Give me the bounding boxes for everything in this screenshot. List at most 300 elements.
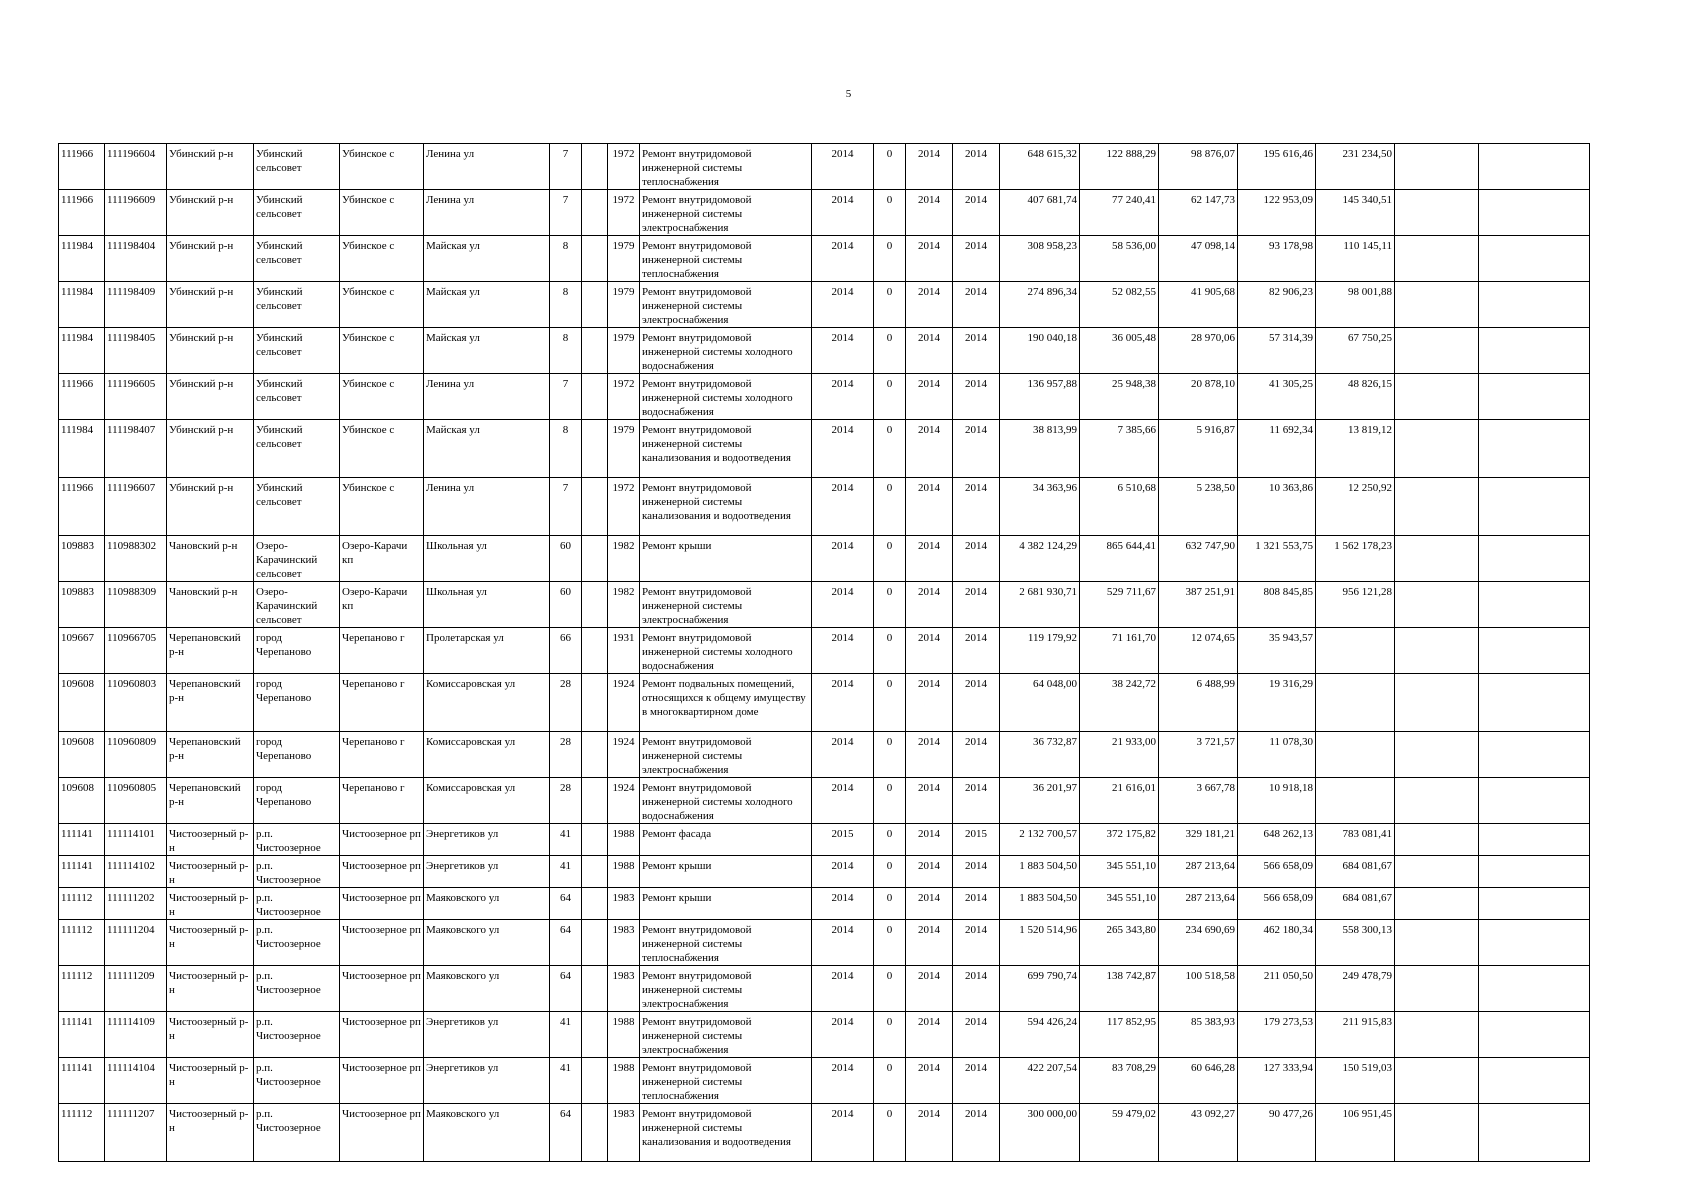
cell-district: Черепановский р-н (167, 674, 254, 732)
cell-region-share: 41 905,68 (1159, 282, 1238, 328)
cell-house-number: 8 (550, 420, 582, 478)
cell-zero-flag: 0 (874, 628, 906, 674)
cell-work-type: Ремонт внутридомовой инженерной системы холодного водоснабжения (640, 374, 812, 420)
cell-house-number: 64 (550, 966, 582, 1012)
cell-object-id: 111141 (59, 1012, 105, 1058)
cell-end-year: 2014 (953, 628, 1000, 674)
cell-object-id: 109883 (59, 536, 105, 582)
cell-district: Чистоозерный р-н (167, 1012, 254, 1058)
cell-element-id: 110960809 (105, 732, 167, 778)
cell-locality: Черепаново г (340, 778, 424, 824)
cell-street: Энергетиков ул (424, 856, 550, 888)
cell-zero-flag: 0 (874, 282, 906, 328)
cell-object-id: 111112 (59, 888, 105, 920)
cell-district: Чистоозерный р-н (167, 966, 254, 1012)
cell-object-id: 111141 (59, 1058, 105, 1104)
cell-settlement: город Черепаново (254, 732, 340, 778)
cell-object-id: 111984 (59, 236, 105, 282)
cell-municipal-share: 566 658,09 (1238, 856, 1316, 888)
cell-owners-share (1316, 732, 1395, 778)
cell-fund-share: 59 479,02 (1080, 1104, 1159, 1162)
cell-object-id: 111984 (59, 420, 105, 478)
cell-element-id: 111198404 (105, 236, 167, 282)
cell-region-share: 3 721,57 (1159, 732, 1238, 778)
cell-house-number: 28 (550, 674, 582, 732)
cell-start-year: 2014 (906, 856, 953, 888)
cell-work-type: Ремонт крыши (640, 888, 812, 920)
cell-work-type: Ремонт внутридомовой инженерной системы электроснабжения (640, 582, 812, 628)
cell-total-cost: 1 883 504,50 (1000, 856, 1080, 888)
cell-street: Школьная ул (424, 582, 550, 628)
cell-municipal-share: 122 953,09 (1238, 190, 1316, 236)
cell-street: Ленина ул (424, 190, 550, 236)
cell-house-number: 41 (550, 1012, 582, 1058)
cell-plan-year: 2014 (812, 732, 874, 778)
cell-district: Убинский р-н (167, 420, 254, 478)
cell-plan-year: 2014 (812, 888, 874, 920)
cell-building (582, 966, 608, 1012)
cell-extra-2 (1479, 1104, 1590, 1162)
cell-region-share: 60 646,28 (1159, 1058, 1238, 1104)
cell-year-built: 1982 (608, 536, 640, 582)
cell-zero-flag: 0 (874, 920, 906, 966)
cell-zero-flag: 0 (874, 966, 906, 1012)
cell-building (582, 888, 608, 920)
cell-end-year: 2014 (953, 1104, 1000, 1162)
cell-region-share: 98 876,07 (1159, 144, 1238, 190)
cell-extra-1 (1395, 920, 1479, 966)
cell-fund-share: 7 385,66 (1080, 420, 1159, 478)
cell-zero-flag: 0 (874, 778, 906, 824)
cell-district: Чистоозерный р-н (167, 920, 254, 966)
table-row (59, 888, 1590, 920)
cell-locality: Чистоозерное рп (340, 1104, 424, 1162)
cell-region-share: 632 747,90 (1159, 536, 1238, 582)
cell-start-year: 2014 (906, 582, 953, 628)
cell-year-built: 1979 (608, 420, 640, 478)
cell-house-number: 41 (550, 1058, 582, 1104)
cell-house-number: 28 (550, 732, 582, 778)
cell-element-id: 111111207 (105, 1104, 167, 1162)
cell-element-id: 111114104 (105, 1058, 167, 1104)
cell-start-year: 2014 (906, 920, 953, 966)
cell-start-year: 2014 (906, 778, 953, 824)
cell-settlement: город Черепаново (254, 674, 340, 732)
cell-end-year: 2014 (953, 478, 1000, 536)
cell-extra-2 (1479, 732, 1590, 778)
cell-zero-flag: 0 (874, 1058, 906, 1104)
cell-building (582, 920, 608, 966)
cell-municipal-share: 127 333,94 (1238, 1058, 1316, 1104)
cell-object-id: 111966 (59, 144, 105, 190)
table-row (59, 628, 1590, 674)
cell-municipal-share: 11 078,30 (1238, 732, 1316, 778)
cell-house-number: 66 (550, 628, 582, 674)
cell-total-cost: 36 201,97 (1000, 778, 1080, 824)
cell-extra-2 (1479, 888, 1590, 920)
cell-extra-2 (1479, 328, 1590, 374)
cell-extra-1 (1395, 1058, 1479, 1104)
cell-total-cost: 422 207,54 (1000, 1058, 1080, 1104)
cell-work-type: Ремонт внутридомовой инженерной системы теплоснабжения (640, 920, 812, 966)
table-row (59, 478, 1590, 536)
cell-extra-1 (1395, 778, 1479, 824)
cell-fund-share: 345 551,10 (1080, 856, 1159, 888)
cell-end-year: 2014 (953, 582, 1000, 628)
cell-district: Черепановский р-н (167, 778, 254, 824)
cell-end-year: 2014 (953, 536, 1000, 582)
cell-start-year: 2014 (906, 1058, 953, 1104)
cell-house-number: 8 (550, 328, 582, 374)
cell-municipal-share: 10 918,18 (1238, 778, 1316, 824)
cell-object-id: 109667 (59, 628, 105, 674)
cell-owners-share (1316, 628, 1395, 674)
cell-total-cost: 2 132 700,57 (1000, 824, 1080, 856)
cell-settlement: Озеро-Карачинский сельсовет (254, 582, 340, 628)
cell-locality: Убинское с (340, 328, 424, 374)
cell-extra-2 (1479, 824, 1590, 856)
cell-object-id: 109608 (59, 674, 105, 732)
cell-element-id: 111111204 (105, 920, 167, 966)
cell-work-type: Ремонт внутридомовой инженерной системы холодного водоснабжения (640, 328, 812, 374)
cell-district: Убинский р-н (167, 190, 254, 236)
cell-zero-flag: 0 (874, 824, 906, 856)
cell-owners-share: 67 750,25 (1316, 328, 1395, 374)
cell-plan-year: 2014 (812, 966, 874, 1012)
cell-object-id: 111966 (59, 190, 105, 236)
cell-building (582, 478, 608, 536)
cell-zero-flag: 0 (874, 236, 906, 282)
cell-object-id: 111984 (59, 328, 105, 374)
cell-fund-share: 529 711,67 (1080, 582, 1159, 628)
cell-region-share: 47 098,14 (1159, 236, 1238, 282)
cell-extra-1 (1395, 582, 1479, 628)
cell-building (582, 328, 608, 374)
cell-end-year: 2014 (953, 674, 1000, 732)
cell-owners-share: 956 121,28 (1316, 582, 1395, 628)
cell-street: Ленина ул (424, 478, 550, 536)
cell-fund-share: 345 551,10 (1080, 888, 1159, 920)
cell-end-year: 2014 (953, 856, 1000, 888)
cell-element-id: 110988309 (105, 582, 167, 628)
table-row (59, 282, 1590, 328)
cell-locality: Озеро-Карачи кп (340, 536, 424, 582)
cell-house-number: 8 (550, 282, 582, 328)
table-row (59, 1012, 1590, 1058)
cell-settlement: город Черепаново (254, 778, 340, 824)
cell-year-built: 1983 (608, 966, 640, 1012)
cell-district: Чистоозерный р-н (167, 888, 254, 920)
cell-zero-flag: 0 (874, 190, 906, 236)
cell-end-year: 2014 (953, 1058, 1000, 1104)
cell-extra-1 (1395, 478, 1479, 536)
cell-end-year: 2014 (953, 420, 1000, 478)
cell-total-cost: 64 048,00 (1000, 674, 1080, 732)
cell-work-type: Ремонт внутридомовой инженерной системы теплоснабжения (640, 1058, 812, 1104)
cell-plan-year: 2014 (812, 582, 874, 628)
cell-start-year: 2014 (906, 966, 953, 1012)
cell-end-year: 2014 (953, 190, 1000, 236)
cell-start-year: 2014 (906, 1104, 953, 1162)
table-row (59, 1104, 1590, 1162)
table-row (59, 966, 1590, 1012)
cell-zero-flag: 0 (874, 420, 906, 478)
cell-owners-share: 13 819,12 (1316, 420, 1395, 478)
cell-settlement: р.п. Чистоозерное (254, 1058, 340, 1104)
cell-fund-share: 58 536,00 (1080, 236, 1159, 282)
cell-street: Майская ул (424, 420, 550, 478)
cell-extra-2 (1479, 374, 1590, 420)
cell-region-share: 43 092,27 (1159, 1104, 1238, 1162)
cell-municipal-share: 195 616,46 (1238, 144, 1316, 190)
cell-building (582, 1058, 608, 1104)
cell-settlement: Убинский сельсовет (254, 328, 340, 374)
cell-street: Майская ул (424, 328, 550, 374)
cell-plan-year: 2014 (812, 282, 874, 328)
cell-locality: Убинское с (340, 144, 424, 190)
cell-building (582, 732, 608, 778)
cell-zero-flag: 0 (874, 1104, 906, 1162)
cell-street: Ленина ул (424, 144, 550, 190)
cell-owners-share: 110 145,11 (1316, 236, 1395, 282)
cell-start-year: 2014 (906, 328, 953, 374)
cell-locality: Убинское с (340, 190, 424, 236)
cell-plan-year: 2014 (812, 236, 874, 282)
cell-region-share: 234 690,69 (1159, 920, 1238, 966)
cell-house-number: 7 (550, 190, 582, 236)
cell-locality: Убинское с (340, 478, 424, 536)
cell-locality: Убинское с (340, 420, 424, 478)
cell-fund-share: 6 510,68 (1080, 478, 1159, 536)
cell-owners-share: 150 519,03 (1316, 1058, 1395, 1104)
cell-region-share: 62 147,73 (1159, 190, 1238, 236)
cell-work-type: Ремонт внутридомовой инженерной системы теплоснабжения (640, 236, 812, 282)
cell-plan-year: 2014 (812, 374, 874, 420)
cell-start-year: 2014 (906, 420, 953, 478)
cell-extra-1 (1395, 1104, 1479, 1162)
cell-district: Убинский р-н (167, 144, 254, 190)
cell-year-built: 1988 (608, 1058, 640, 1104)
cell-fund-share: 865 644,41 (1080, 536, 1159, 582)
cell-owners-share: 783 081,41 (1316, 824, 1395, 856)
cell-start-year: 2014 (906, 190, 953, 236)
cell-fund-share: 21 616,01 (1080, 778, 1159, 824)
cell-plan-year: 2014 (812, 190, 874, 236)
cell-work-type: Ремонт внутридомовой инженерной системы электроснабжения (640, 190, 812, 236)
cell-zero-flag: 0 (874, 328, 906, 374)
cell-element-id: 111198405 (105, 328, 167, 374)
cell-work-type: Ремонт внутридомовой инженерной системы электроснабжения (640, 1012, 812, 1058)
cell-region-share: 287 213,64 (1159, 856, 1238, 888)
cell-district: Чистоозерный р-н (167, 1104, 254, 1162)
cell-municipal-share: 211 050,50 (1238, 966, 1316, 1012)
cell-extra-2 (1479, 1012, 1590, 1058)
cell-building (582, 856, 608, 888)
cell-plan-year: 2014 (812, 420, 874, 478)
cell-municipal-share: 57 314,39 (1238, 328, 1316, 374)
cell-extra-2 (1479, 628, 1590, 674)
cell-total-cost: 2 681 930,71 (1000, 582, 1080, 628)
cell-street: Комиссаровская ул (424, 778, 550, 824)
cell-building (582, 536, 608, 582)
cell-extra-1 (1395, 236, 1479, 282)
cell-fund-share: 71 161,70 (1080, 628, 1159, 674)
cell-region-share: 387 251,91 (1159, 582, 1238, 628)
cell-region-share: 5 916,87 (1159, 420, 1238, 478)
cell-fund-share: 21 933,00 (1080, 732, 1159, 778)
cell-extra-2 (1479, 674, 1590, 732)
cell-fund-share: 372 175,82 (1080, 824, 1159, 856)
cell-street: Маяковского ул (424, 920, 550, 966)
cell-extra-2 (1479, 478, 1590, 536)
cell-building (582, 628, 608, 674)
cell-work-type: Ремонт внутридомовой инженерной системы канализования и водоотведения (640, 420, 812, 478)
cell-extra-2 (1479, 420, 1590, 478)
cell-plan-year: 2014 (812, 536, 874, 582)
cell-year-built: 1972 (608, 190, 640, 236)
cell-zero-flag: 0 (874, 478, 906, 536)
cell-total-cost: 1 883 504,50 (1000, 888, 1080, 920)
cell-municipal-share: 90 477,26 (1238, 1104, 1316, 1162)
cell-element-id: 111111209 (105, 966, 167, 1012)
cell-element-id: 111114102 (105, 856, 167, 888)
cell-year-built: 1972 (608, 374, 640, 420)
cell-fund-share: 77 240,41 (1080, 190, 1159, 236)
cell-settlement: р.п. Чистоозерное (254, 1104, 340, 1162)
cell-work-type: Ремонт внутридомовой инженерной системы теплоснабжения (640, 144, 812, 190)
cell-owners-share (1316, 778, 1395, 824)
cell-owners-share: 684 081,67 (1316, 856, 1395, 888)
cell-settlement: р.п. Чистоозерное (254, 966, 340, 1012)
cell-total-cost: 34 363,96 (1000, 478, 1080, 536)
cell-year-built: 1924 (608, 732, 640, 778)
cell-house-number: 28 (550, 778, 582, 824)
cell-settlement: Озеро-Карачинский сельсовет (254, 536, 340, 582)
cell-extra-1 (1395, 374, 1479, 420)
cell-year-built: 1988 (608, 1012, 640, 1058)
table-row (59, 144, 1590, 190)
cell-settlement: р.п. Чистоозерное (254, 824, 340, 856)
cell-house-number: 7 (550, 144, 582, 190)
cell-year-built: 1979 (608, 328, 640, 374)
cell-plan-year: 2014 (812, 478, 874, 536)
cell-end-year: 2014 (953, 144, 1000, 190)
cell-street: Комиссаровская ул (424, 674, 550, 732)
cell-plan-year: 2014 (812, 920, 874, 966)
cell-settlement: Убинский сельсовет (254, 236, 340, 282)
cell-zero-flag: 0 (874, 374, 906, 420)
cell-building (582, 374, 608, 420)
cell-total-cost: 300 000,00 (1000, 1104, 1080, 1162)
cell-plan-year: 2014 (812, 328, 874, 374)
cell-extra-2 (1479, 966, 1590, 1012)
cell-municipal-share: 10 363,86 (1238, 478, 1316, 536)
cell-building (582, 236, 608, 282)
cell-zero-flag: 0 (874, 536, 906, 582)
cell-settlement: Убинский сельсовет (254, 374, 340, 420)
table-row (59, 778, 1590, 824)
cell-work-type: Ремонт подвальных помещений, относящихся к общему имуществу в многоквартирном доме (640, 674, 812, 732)
cell-object-id: 109608 (59, 732, 105, 778)
cell-locality: Чистоозерное рп (340, 888, 424, 920)
cell-extra-1 (1395, 190, 1479, 236)
cell-owners-share: 145 340,51 (1316, 190, 1395, 236)
page-number: 5 (845, 88, 852, 100)
cell-building (582, 824, 608, 856)
cell-street: Энергетиков ул (424, 1058, 550, 1104)
cell-municipal-share: 179 273,53 (1238, 1012, 1316, 1058)
cell-element-id: 111196604 (105, 144, 167, 190)
cell-year-built: 1979 (608, 236, 640, 282)
cell-element-id: 111196609 (105, 190, 167, 236)
table-body (59, 144, 1590, 1162)
cell-locality: Чистоозерное рп (340, 966, 424, 1012)
cell-street: Маяковского ул (424, 966, 550, 1012)
cell-building (582, 1104, 608, 1162)
cell-locality: Чистоозерное рп (340, 856, 424, 888)
cell-building (582, 190, 608, 236)
table-row (59, 420, 1590, 478)
cell-locality: Чистоозерное рп (340, 1012, 424, 1058)
cell-extra-1 (1395, 536, 1479, 582)
cell-district: Чановский р-н (167, 582, 254, 628)
cell-region-share: 20 878,10 (1159, 374, 1238, 420)
table-row (59, 374, 1590, 420)
cell-extra-1 (1395, 628, 1479, 674)
cell-owners-share: 231 234,50 (1316, 144, 1395, 190)
cell-year-built: 1983 (608, 888, 640, 920)
cell-extra-2 (1479, 1058, 1590, 1104)
cell-house-number: 41 (550, 824, 582, 856)
cell-house-number: 64 (550, 920, 582, 966)
cell-district: Убинский р-н (167, 374, 254, 420)
cell-extra-1 (1395, 1012, 1479, 1058)
table-row (59, 732, 1590, 778)
cell-work-type: Ремонт крыши (640, 856, 812, 888)
cell-owners-share: 211 915,83 (1316, 1012, 1395, 1058)
cell-element-id: 111114101 (105, 824, 167, 856)
cell-start-year: 2014 (906, 478, 953, 536)
cell-settlement: р.п. Чистоозерное (254, 920, 340, 966)
cell-year-built: 1983 (608, 920, 640, 966)
cell-house-number: 64 (550, 1104, 582, 1162)
cell-municipal-share: 93 178,98 (1238, 236, 1316, 282)
cell-street: Школьная ул (424, 536, 550, 582)
cell-work-type: Ремонт внутридомовой инженерной системы электроснабжения (640, 966, 812, 1012)
table-row (59, 328, 1590, 374)
cell-region-share: 3 667,78 (1159, 778, 1238, 824)
cell-settlement: город Черепаново (254, 628, 340, 674)
cell-plan-year: 2014 (812, 856, 874, 888)
cell-extra-2 (1479, 920, 1590, 966)
cell-building (582, 144, 608, 190)
cell-settlement: р.п. Чистоозерное (254, 1012, 340, 1058)
cell-building (582, 674, 608, 732)
cell-work-type: Ремонт внутридомовой инженерной системы канализования и водоотведения (640, 478, 812, 536)
cell-start-year: 2014 (906, 1012, 953, 1058)
cell-element-id: 110966705 (105, 628, 167, 674)
cell-settlement: Убинский сельсовет (254, 144, 340, 190)
cell-element-id: 110960805 (105, 778, 167, 824)
cell-end-year: 2014 (953, 888, 1000, 920)
cell-element-id: 110988302 (105, 536, 167, 582)
cell-plan-year: 2014 (812, 1012, 874, 1058)
cell-district: Убинский р-н (167, 282, 254, 328)
cell-total-cost: 38 813,99 (1000, 420, 1080, 478)
cell-work-type: Ремонт внутридомовой инженерной системы холодного водоснабжения (640, 778, 812, 824)
cell-district: Черепановский р-н (167, 732, 254, 778)
cell-start-year: 2014 (906, 282, 953, 328)
